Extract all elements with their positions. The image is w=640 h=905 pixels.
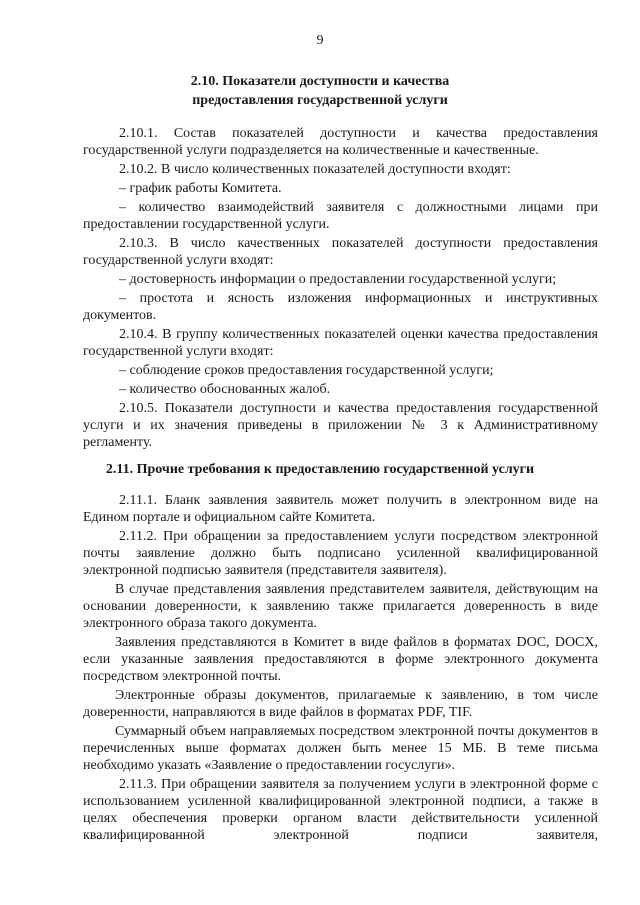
list-item: – достоверность информации о предоставлении государственной услуги; [119,272,557,287]
paragraph: 2.10.5. Показатели доступности и качества предоставления государственной услуги и их значения приведены в приложении № 3 к Административному регламенту. [83,401,598,450]
paragraph: 2.10.1. Состав показателей доступности и качества предоставления государственной услуги подразделяется на количественные и качественные. [83,126,598,158]
section-heading-2-11: 2.11. Прочие требования к предоставлению государственной услуги [105,462,535,477]
list-item: – соблюдение сроков предоставления государственной услуги; [119,363,494,378]
list-item: – простота и ясность изложения информационных и инструктивных документов. [83,291,598,323]
section-heading-line: 2.10. Показатели доступности и качества [190,74,450,89]
section-body-2-11 [83,492,598,846]
paragraph: 2.11.3. При обращении заявителя за получением услуги в электронной форме с использованием усиленной квалифицированной электронной подписи, а также в целях обеспечения проверки органом власти действительности усиленной квалифицированной электронной подписи заявителя, [83,777,598,843]
section-heading-2-10 [0,72,640,110]
list-item: – график работы Комитета. [119,181,282,196]
paragraph: 2.10.2. В число количественных показателей доступности входят: [119,162,511,177]
paragraph: 2.11.1. Бланк заявления заявитель может получить в электронном виде на Едином портале и официальном сайте Комитета. [83,493,598,525]
page-number: 9 [316,33,324,48]
paragraph: Электронные образы документов, прилагаемые к заявлению, в том числе доверенности, направляются в виде файлов в форматах PDF, TIF. [83,688,598,720]
paragraph: 2.11.2. При обращении за предоставлением услуги посредством электронной почты заявление должно быть подписано усиленной квалифицированной электронной подписью заявителя (представителя заявителя). [83,529,598,578]
paragraph: 2.10.4. В группу количественных показателей оценки качества предоставления государственной услуги входят: [83,327,598,359]
paragraph: Суммарный объем направляемых посредством электронной почты документов в перечисленных выше форматах должен быть менее 15 МБ. В теме письма необходимо указать «Заявление о предоставлении госуслуги». [83,724,598,773]
paragraph: В случае представления заявления представителем заявителя, действующим на основании доверенности, к заявлению также прилагается доверенность в виде электронного образа такого документа. [83,582,598,631]
list-item: – количество взаимодействий заявителя с должностными лицами при предоставлении государственной услуги. [83,200,598,232]
paragraph: Заявления представляются в Комитет в виде файлов в форматах DOC, DOCX, если указанные заявления предоставляются в форме электронного документа посредством электронной почты. [83,635,598,684]
section-heading-line: предоставления государственной услуги [192,93,448,108]
section-body-2-10 [83,125,598,453]
list-item: – количество обоснованных жалоб. [119,382,331,397]
paragraph: 2.10.3. В число качественных показателей доступности предоставления государственной услуги входят: [83,236,598,268]
